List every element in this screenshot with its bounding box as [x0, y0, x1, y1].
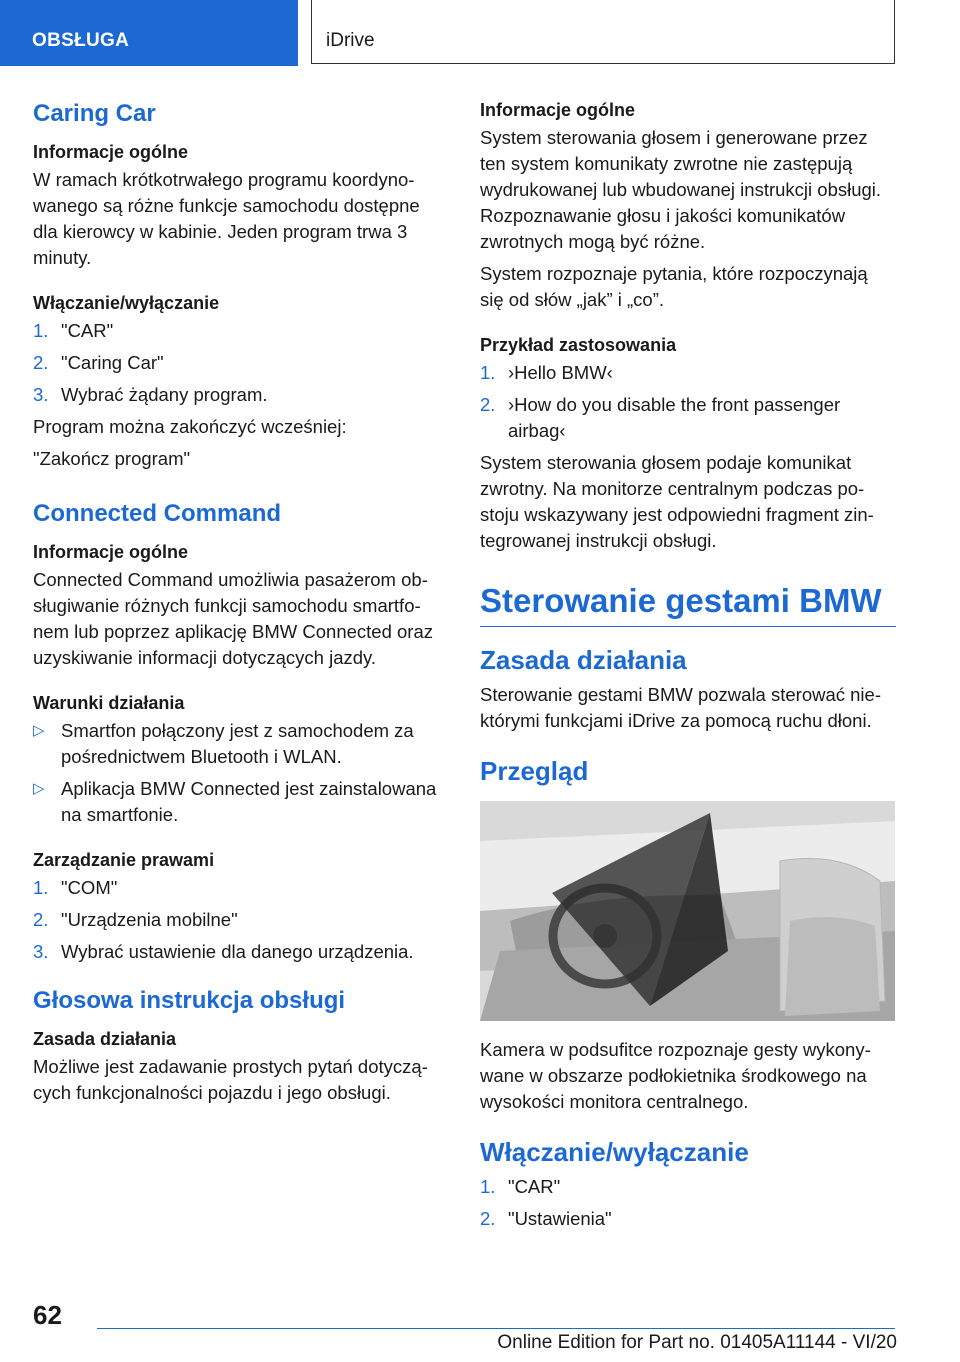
subheading-general-info: Informacje ogólne: [33, 542, 189, 562]
footer-rule: [97, 1328, 895, 1329]
list-number: 2.: [33, 909, 49, 930]
list-item: ▷ Aplikacja BMW Connected jest zainstalowana na smartfonie.: [33, 776, 449, 828]
subheading-general-info: Informacje ogólne: [480, 100, 636, 120]
paragraph: Sterowanie gestami BMW pozwala sterować nie-którymi funkcjami iDrive za pomocą ruchu dłoni.: [480, 684, 881, 731]
list-item: 1. "COM": [33, 875, 449, 901]
heading-on-off: Włączanie/wyłączanie: [480, 1137, 749, 1167]
paragraph: System sterowania głosem i generowane przez ten system komunikaty zwrotne nie zastępują wydrukowanej lub wbudowanej instrukcji obsługi. Rozpoznawanie głosu i jakości komunikatów zwrotnych mogą być różne.: [480, 127, 882, 252]
paragraph: W ramach krótkotrwałego programu koordyno-wanego są różne funkcje samochodu dostępne dla kierowcy w kabinie. Jeden program trwa 3 minuty.: [33, 169, 420, 268]
list-item: ▷ Smartfon połączony jest z samochodem za pośrednictwem Bluetooth i WLAN.: [33, 718, 449, 770]
list-number: 1.: [480, 1176, 496, 1197]
paragraph: Program można zakończyć wcześniej:: [33, 416, 347, 437]
subheading-on-off: Włączanie/wyłączanie: [33, 293, 220, 313]
left-column: [33, 100, 449, 1112]
numbered-list: [480, 1174, 896, 1232]
page-number: 62: [33, 1300, 62, 1330]
chapter-title: iDrive: [311, 0, 895, 64]
footer-edition: Online Edition for Part no. 01405A11144 - VI/20: [497, 1332, 897, 1353]
list-item: 2. "Urządzenia mobilne": [33, 907, 449, 933]
list-number: 1.: [33, 877, 49, 898]
list-item: 2. "Ustawienia": [480, 1206, 896, 1232]
car-interior-photo: [480, 801, 895, 1021]
car-interior-illustration: [480, 801, 895, 1021]
heading-voice-manual: Głosowa instrukcja obsługi: [33, 987, 346, 1014]
subheading-general-info: Informacje ogólne: [33, 142, 189, 162]
paragraph: Możliwe jest zadawanie prostych pytań dotyczą-cych funkcjonalności pojazdu i jego obsługi.: [33, 1056, 428, 1103]
paragraph: System sterowania głosem podaje komunikat zwrotny. Na monitorze centralnym podczas po-stoju wskazywany jest odpowiedni fragment zin-tegrowanej instrukcji obsługi.: [480, 452, 874, 551]
list-number: 2.: [33, 352, 49, 373]
list-number: 2.: [480, 394, 496, 415]
heading-principle: Zasada działania: [480, 645, 687, 675]
subheading-example: Przykład zastosowania: [480, 335, 677, 355]
right-column: [480, 100, 896, 1238]
subheading-conditions: Warunki działania: [33, 693, 185, 713]
image-caption: Kamera w podsufitce rozpoznaje gesty wykony-wane w obszarze podłokietnika środkowego na wysokości monitora centralnego.: [480, 1039, 871, 1112]
list-number: 3.: [33, 384, 49, 405]
list-number: 1.: [33, 320, 49, 341]
paragraph: "Zakończ program": [33, 448, 191, 469]
list-item: 3. Wybrać ustawienie dla danego urządzenia.: [33, 939, 449, 965]
list-number: 2.: [480, 1208, 496, 1229]
heading-overview: Przegląd: [480, 756, 589, 786]
section-tab: OBSŁUGA: [0, 0, 298, 66]
list-number: 3.: [33, 941, 49, 962]
list-item: 3. Wybrać żądany program.: [33, 382, 449, 408]
subheading-principle: Zasada działania: [33, 1029, 177, 1049]
list-item: 1. "CAR": [480, 1174, 896, 1200]
page-header: [0, 0, 960, 66]
numbered-list: [480, 360, 896, 444]
triangle-bullet-icon: ▷: [33, 780, 45, 797]
paragraph: Connected Command umożliwia pasażerom ob-sługiwanie różnych funkcji samochodu smartfo-nem lub poprzez aplikację BMW Connected oraz uzyskiwanie informacji dotyczących jazdy.: [33, 569, 433, 668]
list-item: 2. ›How do you disable the front passenger airbag‹: [480, 392, 896, 444]
numbered-list: [33, 875, 449, 965]
paragraph: System rozpoznaje pytania, które rozpoczynają się od słów „jak” i „co”.: [480, 263, 868, 310]
bullet-list: [33, 718, 449, 828]
list-item: 1. "CAR": [33, 318, 449, 344]
subheading-rights: Zarządzanie prawami: [33, 850, 215, 870]
list-item: 1. ›Hello BMW‹: [480, 360, 896, 386]
heading-caring-car: Caring Car: [33, 100, 156, 127]
heading-connected-command: Connected Command: [33, 500, 282, 527]
list-number: 1.: [480, 362, 496, 383]
heading-gesture-control: Sterowanie gestami BMW: [480, 582, 896, 627]
triangle-bullet-icon: ▷: [33, 722, 45, 739]
list-item: 2. "Caring Car": [33, 350, 449, 376]
numbered-list: [33, 318, 449, 408]
